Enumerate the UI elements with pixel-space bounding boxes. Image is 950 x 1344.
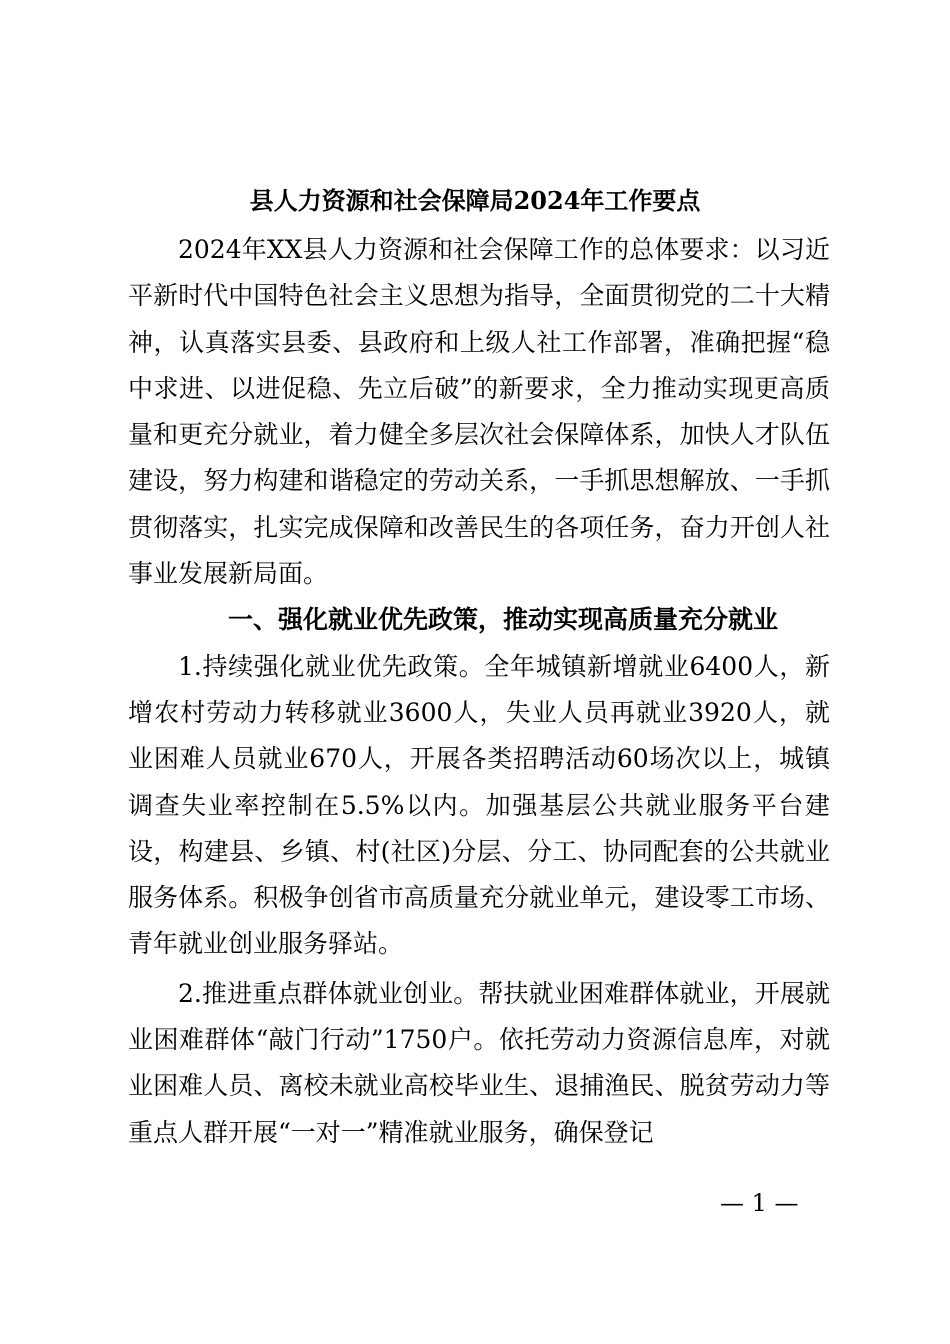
item-paragraph-1: 1.持续强化就业优先政策。全年城镇新增就业6400人，新增农村劳动力转移就业3600人，失业人员再就业3920人，就业困难人员就业670人，开展各类招聘活动60场次以上，城镇调查失业率控制在5.5%以内。加强基层公共就业服务平台建设，构建县、乡镇、村(社区)分层、分工、协同配套的公共就业服务体系。积极争创省市高质量充分就业单元，建设零工市场、青年就业创业服务驿站。 <box>128 651 830 959</box>
document-body <box>128 227 830 1156</box>
section-heading-1: 一、强化就业优先政策，推动实现高质量充分就业 <box>228 605 779 635</box>
document-title: 县人力资源和社会保障局2024年工作要点 <box>249 186 701 215</box>
intro-paragraph: 2024年XX县人力资源和社会保障工作的总体要求：以习近平新时代中国特色社会主义思想为指导，全面贯彻党的二十大精神，认真落实县委、县政府和上级人社工作部署，准确把握“稳中求进、以进促稳、先立后破”的新要求，全力推动实现更高质量和更充分就业，着力健全多层次社会保障体系，加快人才队伍建设，努力构建和谐稳定的劳动关系，一手抓思想解放、一手抓贯彻落实，扎实完成保障和改善民生的各项任务，奋力开创人社事业发展新局面。 <box>128 235 830 589</box>
page-number: — 1 — <box>720 1189 799 1217</box>
item-paragraph-2: 2.推进重点群体就业创业。帮扶就业困难群体就业，开展就业困难群体“敲门行动”1750户。依托劳动力资源信息库，对就业困难人员、离校未就业高校毕业生、退捕渔民、脱贫劳动力等重点人群开展“一对一”精准就业服务，确保登记 <box>128 978 830 1147</box>
